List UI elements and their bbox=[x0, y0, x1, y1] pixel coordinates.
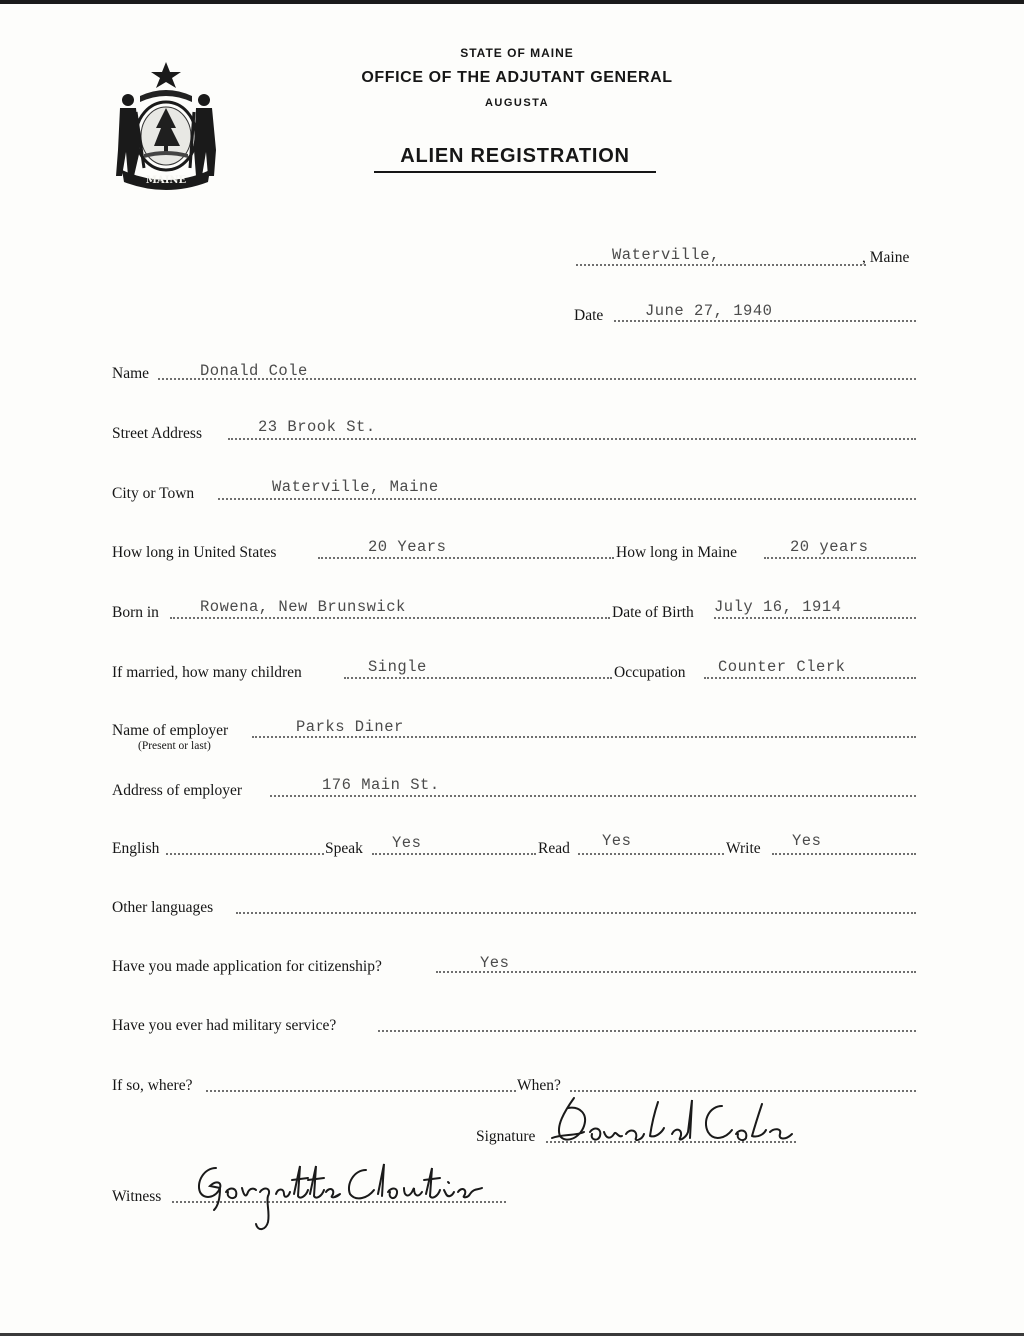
born-in-line bbox=[170, 617, 610, 619]
scan-border-top bbox=[0, 0, 1024, 4]
other-languages-line bbox=[236, 912, 916, 914]
citizenship-value[interactable]: Yes bbox=[480, 954, 510, 972]
read-value[interactable]: Yes bbox=[602, 832, 632, 850]
signature-image[interactable] bbox=[546, 1092, 796, 1152]
place-value[interactable]: Waterville, bbox=[612, 246, 720, 264]
date-line bbox=[614, 320, 916, 322]
city-label: City or Town bbox=[112, 485, 195, 502]
name-label: Name bbox=[112, 365, 150, 382]
dob-value[interactable]: July 16, 1914 bbox=[714, 598, 842, 616]
children-value[interactable]: Single bbox=[368, 658, 427, 676]
employer-sublabel: (Present or last) bbox=[138, 740, 211, 752]
employer-address-label: Address of employer bbox=[112, 782, 242, 799]
years-maine-line bbox=[764, 557, 916, 559]
dob-label: Date of Birth bbox=[612, 604, 694, 621]
header-state: STATE OF MAINE bbox=[460, 46, 574, 60]
street-value[interactable]: 23 Brook St. bbox=[258, 418, 376, 436]
read-line bbox=[578, 853, 724, 855]
place-line bbox=[576, 264, 866, 266]
occupation-value[interactable]: Counter Clerk bbox=[718, 658, 846, 676]
form-title: ALIEN REGISTRATION bbox=[374, 145, 656, 173]
signature-label: Signature bbox=[476, 1128, 536, 1145]
citizenship-label: Have you made application for citizenship? bbox=[112, 958, 382, 975]
employer-label: Name of employer bbox=[112, 722, 229, 739]
dob-line bbox=[714, 617, 916, 619]
seal-text: MAINE bbox=[145, 175, 187, 186]
speak-line bbox=[372, 853, 536, 855]
speak-value[interactable]: Yes bbox=[392, 834, 422, 852]
employer-address-line bbox=[270, 795, 916, 797]
read-label: Read bbox=[538, 840, 570, 857]
where-line bbox=[206, 1090, 516, 1092]
date-label: Date bbox=[574, 307, 604, 324]
occupation-label: Occupation bbox=[614, 664, 686, 681]
years-maine-value[interactable]: 20 years bbox=[790, 538, 869, 556]
other-languages-label: Other languages bbox=[112, 899, 214, 916]
employer-value[interactable]: Parks Diner bbox=[296, 718, 404, 736]
english-label: English bbox=[112, 840, 160, 857]
children-line bbox=[344, 677, 612, 679]
children-label: If married, how many children bbox=[112, 664, 302, 681]
write-label: Write bbox=[726, 840, 761, 857]
state-seal-icon bbox=[110, 58, 222, 190]
city-line bbox=[218, 498, 916, 500]
born-in-value[interactable]: Rowena, New Brunswick bbox=[200, 598, 406, 616]
place-suffix: , Maine bbox=[862, 249, 910, 266]
years-us-line bbox=[318, 557, 614, 559]
header-office: OFFICE OF THE ADJUTANT GENERAL bbox=[361, 69, 673, 86]
where-label: If so, where? bbox=[112, 1077, 193, 1094]
years-us-value[interactable]: 20 Years bbox=[368, 538, 447, 556]
employer-line bbox=[252, 736, 916, 738]
military-label: Have you ever had military service? bbox=[112, 1017, 337, 1034]
years-us-label: How long in United States bbox=[112, 544, 277, 561]
born-in-label: Born in bbox=[112, 604, 159, 621]
when-label: When? bbox=[517, 1077, 561, 1094]
street-label: Street Address bbox=[112, 425, 202, 442]
years-maine-label: How long in Maine bbox=[616, 544, 737, 561]
date-value[interactable]: June 27, 1940 bbox=[645, 302, 773, 320]
header-city: AUGUSTA bbox=[484, 97, 550, 109]
occupation-line bbox=[704, 677, 916, 679]
witness-signature-image[interactable] bbox=[190, 1158, 490, 1238]
witness-label: Witness bbox=[112, 1188, 162, 1205]
write-line bbox=[772, 853, 916, 855]
write-value[interactable]: Yes bbox=[792, 832, 822, 850]
city-value[interactable]: Waterville, Maine bbox=[272, 478, 439, 496]
military-line bbox=[378, 1030, 916, 1032]
employer-address-value[interactable]: 176 Main St. bbox=[322, 776, 440, 794]
speak-label: Speak bbox=[325, 840, 363, 857]
english-line bbox=[166, 853, 324, 855]
name-value[interactable]: Donald Cole bbox=[200, 362, 308, 380]
street-line bbox=[228, 438, 916, 440]
